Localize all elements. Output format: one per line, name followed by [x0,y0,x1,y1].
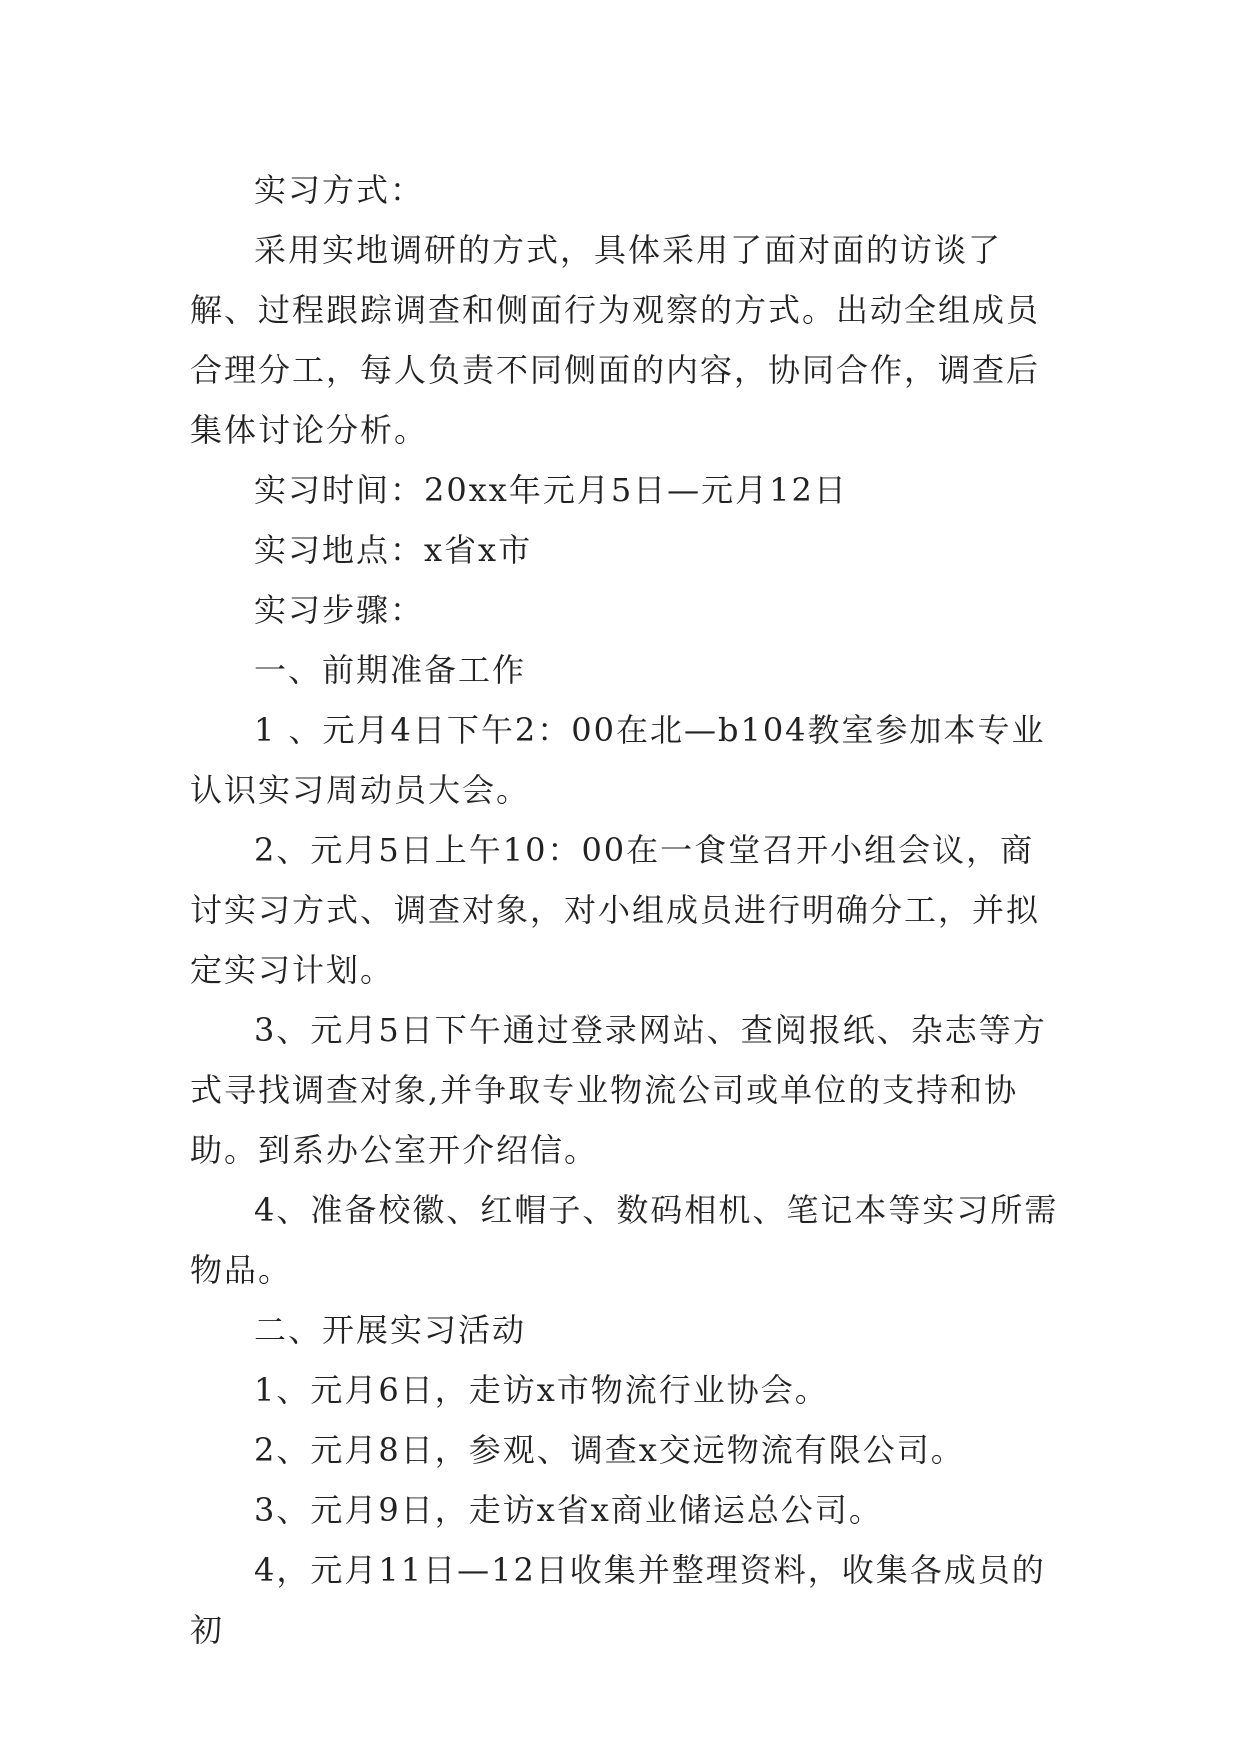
paragraph-steps-heading: 实习步骤： [254,591,425,629]
list-item: 4、准备校徽、红帽子、数码相机、笔记本等实习所需物品。 [190,1191,1059,1289]
list-item: 2、元月5日上午10：00在一食堂召开小组会议，商讨实习方式、调查对象，对小组成员进行明确分工，并拟定实习计划。 [190,831,1041,989]
list-item: 1、元月6日，走访x市物流行业协会。 [254,1371,829,1409]
list-item: 2、元月8日，参观、调查x交远物流有限公司。 [254,1431,965,1469]
section-heading-preparation: 一、前期准备工作 [254,651,527,689]
paragraph-location: 实习地点：x省x市 [254,531,533,569]
list-item: 1 、元月4日下午2：00在北—b104教室参加本专业认识实习周动员大会。 [190,711,1046,809]
paragraph-method-heading: 实习方式： [254,171,425,209]
paragraph-time: 实习时间：20xx年元月5日—元月12日 [254,471,848,509]
document-body [190,160,1060,1660]
paragraph-method-body: 采用实地调研的方式，具体采用了面对面的访谈了解、过程跟踪调查和侧面行为观察的方式。出动全组成员合理分工，每人负责不同侧面的内容，协同合作，调查后集体讨论分析。 [190,231,1041,449]
list-item: 3、元月5日下午通过登录网站、查阅报纸、杂志等方式寻找调查对象,并争取专业物流公司或单位的支持和协助。到系办公室开介绍信。 [190,1011,1047,1169]
list-item: 3、元月9日，走访x省x商业储运总公司。 [254,1491,883,1529]
section-heading-activities: 二、开展实习活动 [254,1311,527,1349]
list-item: 4，元月11日—12日收集并整理资料，收集各成员的初 [190,1551,1046,1649]
